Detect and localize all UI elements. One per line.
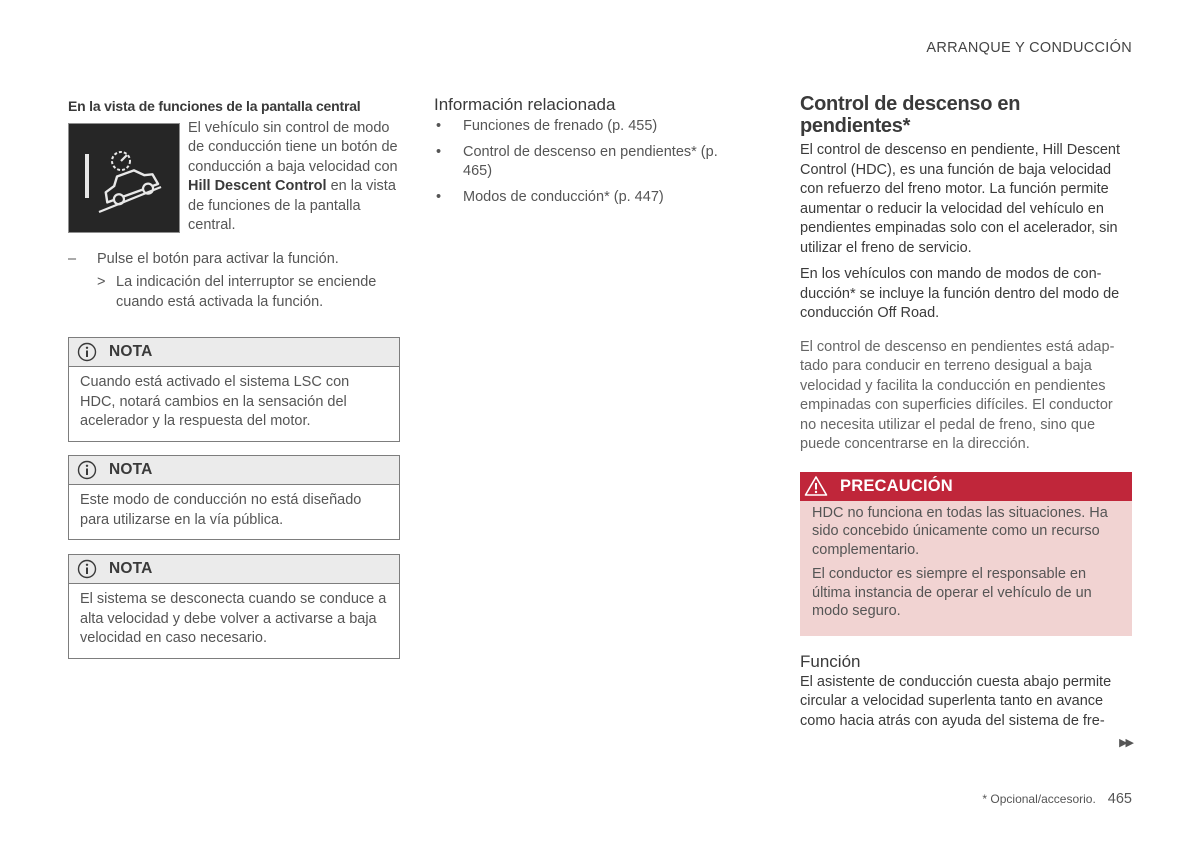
footnote: * Opcional/accesorio. — [982, 792, 1096, 806]
caution-text: HDC no funciona en todas las situaciones. Ha sido concebido únicamente como un recurso complementario. — [812, 504, 1108, 558]
note-text: Este modo de conducción no está diseñado para utilizarse en la vía pública. — [80, 492, 362, 528]
result-text: La indicación del interruptor se enciende cuando está activada la función. — [116, 274, 377, 311]
subheading-central-display: En la vista de funciones de la pantalla central — [68, 98, 361, 114]
button-description-row — [68, 119, 400, 235]
instruction-step — [68, 249, 400, 269]
paragraph: En los vehículos con mando de modos de conducción* se incluye la función dentro del modo de conducción Off Road. — [800, 266, 1120, 321]
caution-title: PRECAUCIÓN — [840, 476, 953, 495]
function-heading: Función — [800, 651, 861, 671]
related-info-heading: Información relacionada — [434, 95, 616, 114]
step-marker: – — [68, 251, 77, 268]
column-left — [68, 96, 400, 312]
list-item — [434, 143, 734, 182]
page-footer — [982, 791, 1132, 807]
caution-header — [800, 472, 1132, 501]
column-right — [800, 93, 1132, 731]
bullet-marker: • — [436, 188, 442, 205]
bullet-marker: • — [436, 143, 442, 160]
instruction-result — [97, 272, 400, 312]
button-description: El vehículo sin control de modo de conducción tiene un botón de conducción a baja velocidad con Hill Descent Control en la vista de funciones de la pantalla central. — [188, 120, 398, 234]
note-header — [69, 555, 399, 584]
bullet-marker: • — [436, 118, 442, 134]
note-header — [69, 338, 399, 367]
info-circle-icon — [77, 559, 97, 579]
paragraph: El control de descenso en pendiente, Hill Descent Control (HDC), es una función de baja velocidad con refuerzo del freno motor. La función permite aumentar o reducir la velocidad del vehículo en pendientes empinadas solo con el acelerador, sin utilizar el freno de servicio. — [800, 142, 1120, 256]
paragraph: El control de descenso en pendientes está adaptado para conducir en terreno desigual a baja velocidad y facilita la conducción en pendientes empinadas con superficies difíciles. El conductor no necesita utilizar el pedal de freno, sino que puede concentrarse en la dirección. — [800, 338, 1115, 452]
paragraph: El asistente de conducción cuesta abajo permite circular a velocidad superlenta tanto en avance como hacia atrás con ayuda del sistema de fre- — [800, 673, 1112, 729]
note-box — [68, 337, 400, 442]
step-text: Pulse el botón para activar la función. — [97, 251, 339, 268]
column-middle — [434, 94, 734, 207]
caution-box — [800, 472, 1132, 636]
related-link[interactable]: Funciones de frenado (p. 455) — [463, 118, 658, 134]
section-header: ARRANQUE Y CONDUCCIÓN — [926, 40, 1132, 56]
warning-triangle-icon — [804, 475, 828, 497]
info-circle-icon — [77, 342, 97, 362]
info-circle-icon — [77, 460, 97, 480]
note-title: NOTA — [109, 560, 153, 577]
page-number: 465 — [1107, 791, 1132, 807]
result-marker: > — [97, 274, 106, 291]
hill-descent-control-label: Hill Descent Control — [188, 178, 327, 195]
note-text: Cuando está activado el sistema LSC con HDC, notará cambios en la sensación del acelerador y la respuesta del motor. — [80, 374, 350, 429]
hill-descent-car-icon — [68, 123, 180, 233]
related-link[interactable]: Control de descenso en pendientes* (p. 465) — [463, 143, 718, 179]
related-link[interactable]: Modos de conducción* (p. 447) — [463, 188, 664, 205]
caution-text: El conductor es siempre el responsable en última instancia de operar el vehículo de un modo seguro. — [812, 566, 1092, 619]
note-text: El sistema se desconecta cuando se conduce a alta velocidad y debe volver a activarse a baja velocidad en caso necesario. — [80, 591, 387, 646]
caution-body — [800, 501, 1132, 636]
note-header — [69, 456, 399, 485]
section-title: Control de descenso en pendientes* — [800, 93, 1021, 137]
note-box — [68, 455, 400, 540]
list-item — [434, 117, 734, 137]
continue-arrows-icon: ▶▶ — [1119, 737, 1132, 749]
list-item — [434, 188, 734, 208]
note-title: NOTA — [109, 461, 153, 478]
note-box — [68, 554, 400, 659]
note-title: NOTA — [109, 343, 153, 360]
